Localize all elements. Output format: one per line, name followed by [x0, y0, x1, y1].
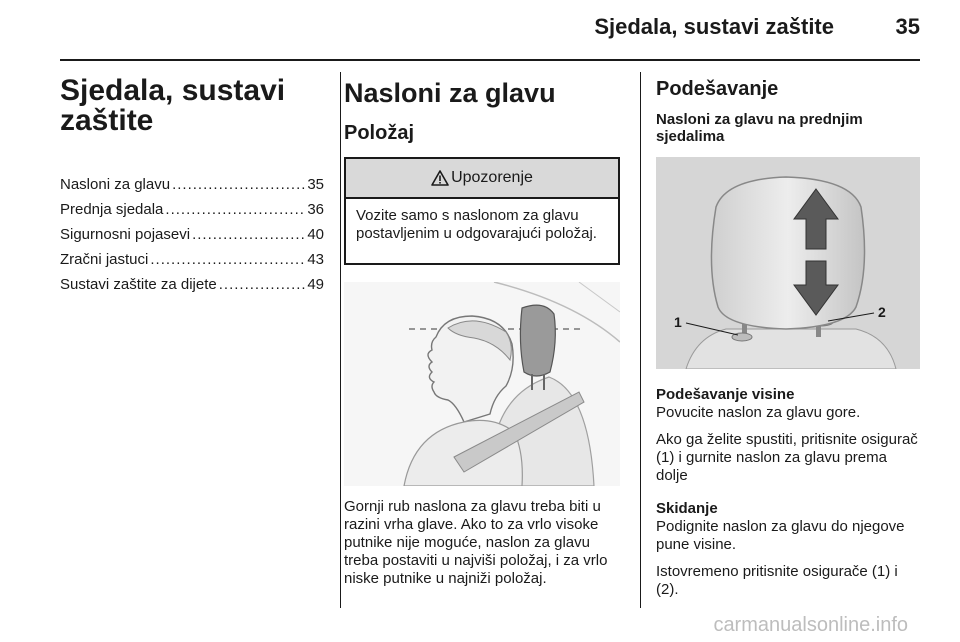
- toc-item-label: Prednja sjedala: [60, 201, 164, 218]
- toc-item[interactable]: [60, 251, 324, 276]
- toc-leader: [150, 251, 305, 268]
- toc-item-label: Zračni jastuci: [60, 251, 149, 268]
- toc-item[interactable]: [60, 276, 324, 301]
- callout-2: 2: [878, 304, 886, 320]
- column-divider-1: [340, 72, 341, 608]
- toc-item-label: Sustavi zaštite za dijete: [60, 276, 217, 293]
- toc-item-page: 35: [307, 176, 324, 193]
- adjustment-instructions: [656, 386, 922, 608]
- headrest-position-illustration: [344, 282, 620, 486]
- toc-item-page: 49: [307, 276, 324, 293]
- toc-leader: [192, 226, 305, 243]
- height-heading: Podešavanje visine: [656, 386, 795, 403]
- height-step-1: Povucite naslon za glavu gore.: [656, 404, 861, 421]
- toc-item-page: 36: [307, 201, 324, 218]
- toc-leader: [165, 201, 305, 218]
- headrest-adjust-drawing: [656, 157, 920, 369]
- warning-box: [344, 157, 620, 265]
- position-description: Gornji rub naslona za glavu treba biti u razini vrha glave. Ako to za vrlo visoke putnike nije moguće, naslon za glavu treba postaviti u najviši položaj, i za vrlo niske putnike u najniži položaj.: [344, 498, 608, 587]
- toc-leader: [172, 176, 305, 193]
- running-header-title: Sjedala, sustavi zaštite: [594, 14, 834, 39]
- page-number: 35: [895, 14, 920, 39]
- section-title: Nasloni za glavu: [344, 78, 556, 108]
- warning-text: Vozite samo s naslonom za glavu postavljenim u odgovarajući položaj.: [356, 207, 597, 242]
- table-of-contents: [60, 176, 324, 301]
- chapter-title: Sjedala, sustavi zaštite: [60, 74, 286, 137]
- warning-triangle-icon: [431, 170, 449, 186]
- remove-step-1: Podignite naslon za glavu do njegove pune visine.: [656, 518, 905, 553]
- toc-item[interactable]: [60, 226, 324, 251]
- site-watermark: carmanualsonline.info: [713, 614, 908, 636]
- header-divider: [60, 59, 920, 61]
- toc-item-page: 43: [307, 251, 324, 268]
- toc-item-label: Sigurnosni pojasevi: [60, 226, 191, 243]
- callout-1: 1: [674, 314, 682, 330]
- adjustment-title: Podešavanje: [656, 78, 779, 100]
- remove-heading: Skidanje: [656, 500, 718, 517]
- warning-header: [346, 159, 618, 199]
- section-subtitle: Položaj: [344, 122, 415, 144]
- height-step-2: Ako ga želite spustiti, pritisnite osigurač (1) i gurnite naslon za glavu prema dolje: [656, 431, 918, 484]
- toc-item-label: Nasloni za glavu: [60, 176, 171, 193]
- driver-headrest-drawing: [344, 282, 620, 486]
- toc-item[interactable]: [60, 176, 324, 201]
- toc-leader: [219, 276, 306, 293]
- front-headrest-illustration: [656, 157, 920, 369]
- adjustment-subtitle: Nasloni za glavu na prednjim sjedalima: [656, 111, 863, 145]
- toc-item-page: 40: [307, 226, 324, 243]
- column-divider-2: [640, 72, 641, 608]
- toc-item[interactable]: [60, 201, 324, 226]
- warning-heading: Upozorenje: [451, 169, 533, 186]
- remove-step-2: Istovremeno pritisnite osigurače (1) i (2).: [656, 563, 898, 598]
